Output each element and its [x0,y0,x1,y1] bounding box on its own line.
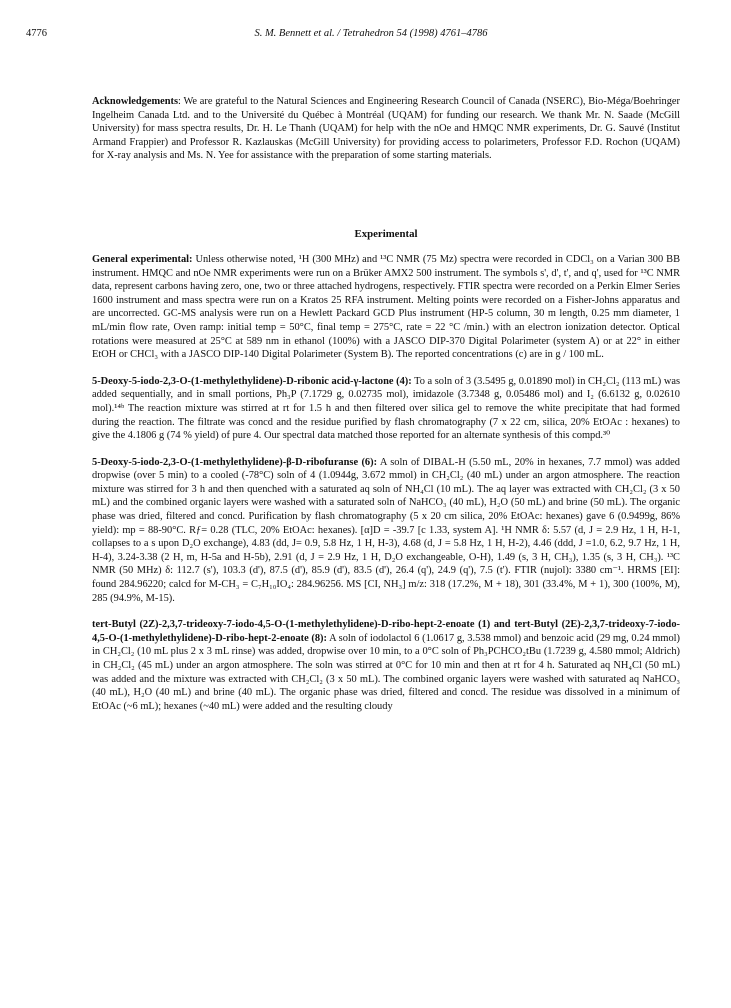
acknowledgements-paragraph [92,95,680,163]
compound-4-paragraph [92,375,680,443]
article-body [92,95,680,726]
compound-1-paragraph [92,618,680,713]
general-experimental-heading: General experimental: [92,253,193,265]
compound-1-heading: tert-Butyl (2Z)-2,3,7-trideoxy-7-iodo-4,5-O-(1-methylethylidene)-D-ribo-hept-2-enoate (1) and tert-Butyl (2E)-2,3,7-trideoxy-7-iodo-4,5-O-(1-methylethylidene)-D-ribo-hept-2-enoate (8): [92,619,680,644]
experimental-section-title: Experimental [354,227,418,240]
compound-6-text: A soln of DIBAL-H (5.50 mL, 20% in hexanes, 7.7 mmol) was added dropwise (over 5 min) to a cooled (-78°C) soln of 4 (1.0944g, 3.672 mmol) in CH₂Cl₂ (40 mL) under an argon atmosphere. The reaction mixture was stirred for 3 h and then quenched with a saturated aq soln of NH₄Cl (10 mL). The aq layer was extracted with CH₂Cl₂ (3 x 50 mL) and the combined organic layers were washed with a saturated soln of NaHCO₃ (40 mL), H₂O (50 mL) and brine (50 mL). The organic phase was dried, filtered and concd. Purification by flash chromatography (5 x 20 cm silica, 20% EtOAc: hexanes) gave 6 (0.9499g, 86% yield): mp = 88-90°C. Rƒ= 0.28 (TLC, 20% EtOAc: hexanes). [α]D = -39.7 [c 1.33, system A]. ¹H NMR δ: 5.57 (d, J = 2.9 Hz, 1 H, H-1, collapses to a s upon D₂O exchange), 4.83 (dd, J= 0.9, 5.8 Hz, 1 H, H-3), 4.68 (d, J = 5.8 Hz, 1 H, H-2), 4.46 (ddd, J =1.0, 6.2, 9.7 Hz, 1 H, H-4), 3.24-3.38 (2 H, m, H-5a and H-5b), 2.91 (d, J = 2.9 Hz, 1 H, D₂O exchangeable, O-H), 1.49 (s, 3 H, CH₃), 1.35 (s, 3 H, CH₃). ¹³C NMR (50 MHz) δ: 112.7 (s'), 103.3 (d'), 87.5 (d'), 85.9 (d'), 83.5 (d'), 26.4 (q'), 24.9 (q'), 7.5 (t'). FTIR (nujol): 3380 cm⁻¹. HRMS [EI]: found 284.96220; calcd for M-CH₃ = C₇H₁₀IO₄: 284.96256. MS [CI, NH₃] m/z: 318 (17.2%, M + 18), 301 (33.4%, M + 1), 300 (100%, M), 285 (94.9%, M-15). [92,456,680,604]
compound-1-text: A soln of iodolactol 6 (1.0617 g, 3.538 mmol) and benzoic acid (29 mg, 0.24 mmol) in CH₂Cl₂ (10 mL plus 2 x 3 mL rinse) was added, dropwise over 10 min, to a 0°C soln of Ph₃PCHCO₂tBu (1.7239 g, 4.580 mmol; Aldrich) in CH₂Cl₂ (45 mL) under an argon atmosphere. The soln was stirred at 0°C for 10 min and then at rt for 4 h. Saturated aq NH₄Cl (50 mL) was added and the mixture was extracted with CH₂Cl₂ (3 x 50 mL). The combined organic layers were washed with saturated aq NaHCO₃ (40 mL), H₂O (40 mL) and brine (40 mL). The organic phase was dried, filtered and concd. The residue was dissolved in a minimum of EtOAc (~6 mL); hexanes (~40 mL) were added and the resulting cloudy [92,632,681,712]
acknowledgements-heading: Acknowledgements [92,96,179,107]
compound-4-heading: 5-Deoxy-5-iodo-2,3-O-(1-methylethylidene)-D-ribonic acid-γ-lactone (4): [92,375,412,387]
page-number: 4776 [26,28,47,39]
compound-4-text: To a soln of 3 (3.5495 g, 0.01890 mol) in CH₂Cl₂ (113 mL) was added sequentially, and in small portions, Ph₃P (7.1729 g, 0.02735 mol), imidazole (3.7348 g, 0.05486 mol) and I₂ (6.6132 g, 0.02610 mol).¹⁴ᵇ The reaction mixture was stirred at rt for 1.5 h and then filtered over silica gel to remove the white precipitate that had formed during the reaction. The filtrate was concd and the residue purified by flash chromatography (7 x 22 cm, silica, 20% EtOAc : hexanes) to give the 4.1806 g (74 % yield) of pure 4. Our spectral data matched those reported for an alternate synthesis of this compd.³⁰ [92,375,680,442]
acknowledgements-text: : We are grateful to the Natural Sciences and Engineering Research Council of Canada (NSERC), Bio-Méga/Boehringer Ingelheim Canada Ltd. and to the Université du Québec à Montréal (UQAM) for funding our research. We thank Mr. N. Saade (McGill University) for mass spectra results, Dr. H. Le Thanh (UQAM) for help with the nOe and HMQC NMR experiments, Dr. G. Sauvé (Institut Armand Frappier) and Professor R. Kazlauskas (McGill University) for providing access to polarimeters, Professor F.D. Rochon (UQAM) for X-ray analysis and Ms. N. Yee for assistance with the preparation of some starting materials. [92,96,680,162]
general-experimental-paragraph [92,253,680,362]
general-experimental-text: Unless otherwise noted, ¹H (300 MHz) and ¹³C NMR (75 Mz) spectra were recorded in CDCl₃ on a Varian 300 BB instrument. HMQC and nOe NMR experiments were run on a Brüker AMX2 500 instrument. The symbols s', d', t', and q', used for ¹³C NMR data, represent carbons having zero, one, two or three attached hydrogens, respectively. FTIR spectra were recorded on a Perkin Elmer Series 1600 instrument and mass spectra were run on a Kratos 25 RFA instrument. Melting points were recorded on a Fisher-Johns apparatus and are uncorrected. GC-MS analysis were run on a Hewlett Packard GCD Plus instrument (HP-5 column, 30 m length, 0.25 mm diameter, 1 mL/min flow rate, Oven ramp: initial temp = 50°C, final temp = 275°C, rate = 22 °C /min.) with an electron ionization detector. Optical rotations were measured at 25°C at 589 nm in ethanol (100%) with a JASCO DIP-370 Digital Polarimeter (system A) or at 22° in either EtOH or CHCl₃ with a JASCO DIP-140 Digital Polarimeter (System B). The reported concentrations (c) are in g / 100 mL. [92,253,680,361]
page-header [26,28,716,44]
compound-6-heading: 5-Deoxy-5-iodo-2,3-O-(1-methylethylidene)-β-D-ribofuranse (6): [92,456,378,468]
running-title: S. M. Bennett et al. / Tetrahedron 54 (1998) 4761–4786 [254,28,488,39]
compound-6-paragraph [92,456,680,606]
